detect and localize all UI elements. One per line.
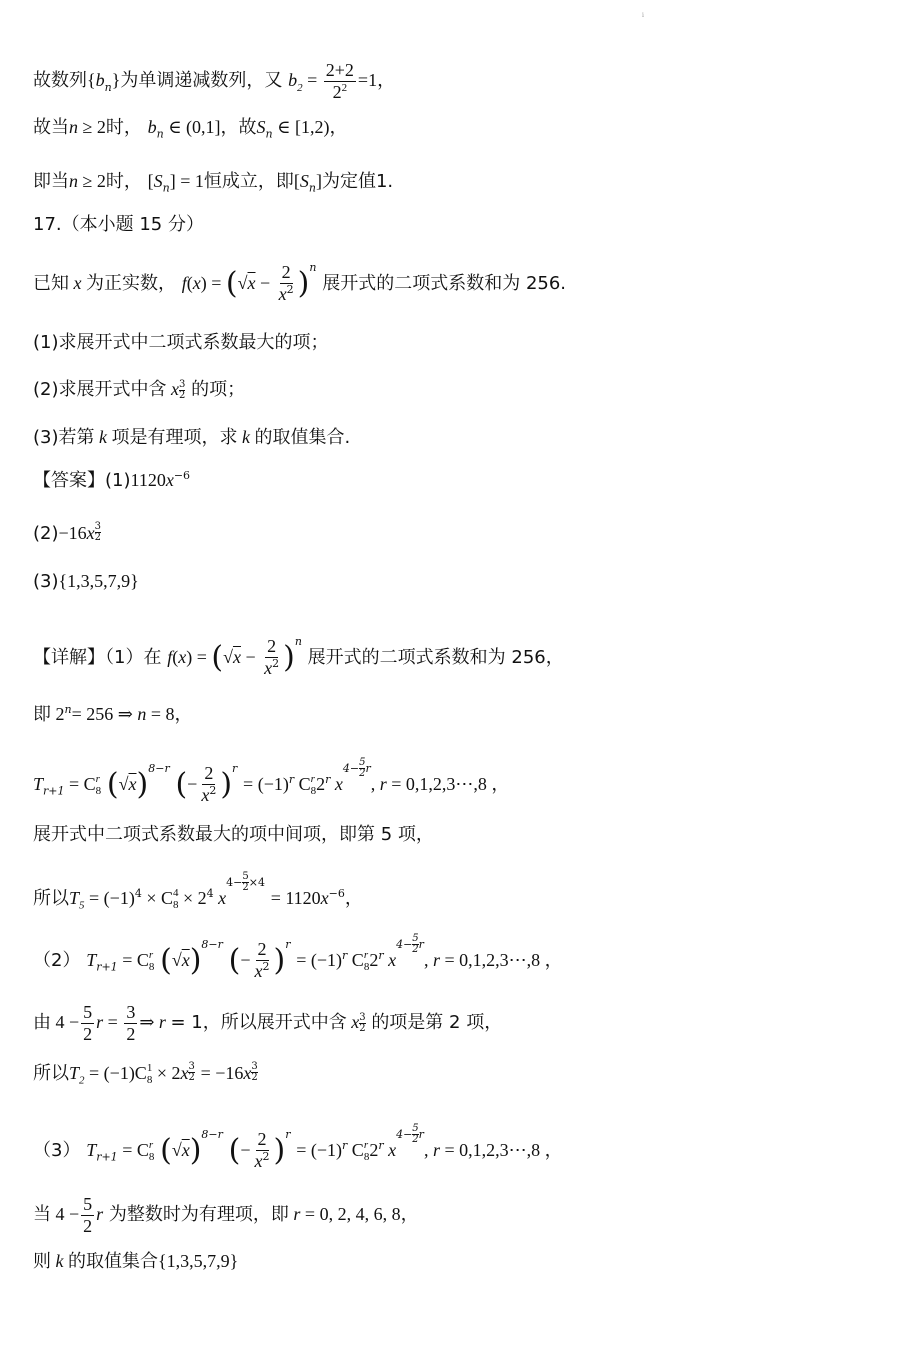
- part-2: (2)求展开式中含 x $\frac{3}{2}$ 的项；: [33, 379, 246, 401]
- question-stem: 已知 x 为正实数， f(x) = (√x − $\frac{2}{x^2}$ )$^n$ 展开式的二项式系数和为 256.: [33, 261, 567, 304]
- detail-t2: 所以$T_2 = (-1)C$ 1 8 × 2x $\frac{3}{2}$ = −16x $\frac{3}{2}$: [33, 1061, 258, 1087]
- corner-mark: i: [642, 12, 644, 19]
- detail-solve-r: 由 4 − $\frac{5}{2}$ r = $\frac{3}{2}$ ⇒ r = 1，所以展开式中含 x $\frac{3}{2}$ 的项是第 2 项，: [33, 1002, 503, 1044]
- detail-2: 即 $2^n= 256$ ⇒ n = 8，: [33, 703, 193, 725]
- answer-3: (3){1,3,5,7,9}: [33, 571, 139, 592]
- part-3: (3)若第 k 项是有理项，求 k 的取值集合.: [33, 427, 351, 448]
- answer-2: (2)−16x $\frac{3}{2}$: [33, 521, 102, 544]
- line-constant: 即当n ≥ 2时， $[S_n] = 1$恒成立，即$[S_n]$为定值1.: [33, 171, 394, 195]
- line-monotonic: 故数列$\{b_n\}$为单调递减数列，又 $b_2$ = $\frac{2+2}{2^2}$ =1，: [33, 60, 396, 102]
- question-number: 17.（本小题 15 分）: [33, 214, 204, 235]
- detail-middle-term: 展开式中二项式系数最大的项中间项，即第 5 项，: [33, 824, 434, 845]
- line-range: 故当n ≥ 2时， $b_n$ ∈ (0,1]，故$S_n$ ∈ [1,2)，: [33, 117, 348, 141]
- detail-conclusion: 则 k 的取值集合{1,3,5,7,9}: [33, 1251, 239, 1272]
- general-term: $T_{r+1} = C$ r 8 $(√x)^{8-r}$ (− $\frac{2}{x^2}$ )$^r = (-1)^r$ C r 8 2$^r$ x4− 5 2 r, r = 0,1,2,3⋯,8 ，: [33, 757, 510, 805]
- detail-rational: 当 4 − $\frac{5}{2}$ r 为整数时为有理项，即 r = 0, 2, 4, 6, 8，: [33, 1194, 419, 1236]
- detail-1: 【详解】（1）在 f(x) = (√x − $\frac{2}{x^2}$ )$^n$ 展开式的二项式系数和为 256，: [33, 635, 564, 678]
- detail-part2-term: （2） $T_{r+1} = C$ r 8 $(√x)^{8-r}$ (− $\frac{2}{x^2}$ )$^r = (-1)^r$ C r 8 2$^r$ x4− 5 2 r, r = 0,1,2,3⋯,8 ，: [33, 933, 563, 981]
- detail-part3-term: （3） $T_{r+1} = C$ r 8 $(√x)^{8-r}$ (− $\frac{2}{x^2}$ )$^r = (-1)^r$ C r 8 2$^r$ x4− 5 2 r, r = 0,1,2,3⋯,8 ，: [33, 1123, 563, 1171]
- part-1: (1)求展开式中二项式系数最大的项；: [33, 332, 329, 353]
- detail-t5: 所以$T_5 = (-1)^4 \times C$ 4 8 × $2^4$ x4− 5 2 $\times 4 = 1120x^{-6}$，: [33, 871, 363, 912]
- answer-1: 【答案】$(1)1120x^{-6}$: [33, 469, 191, 491]
